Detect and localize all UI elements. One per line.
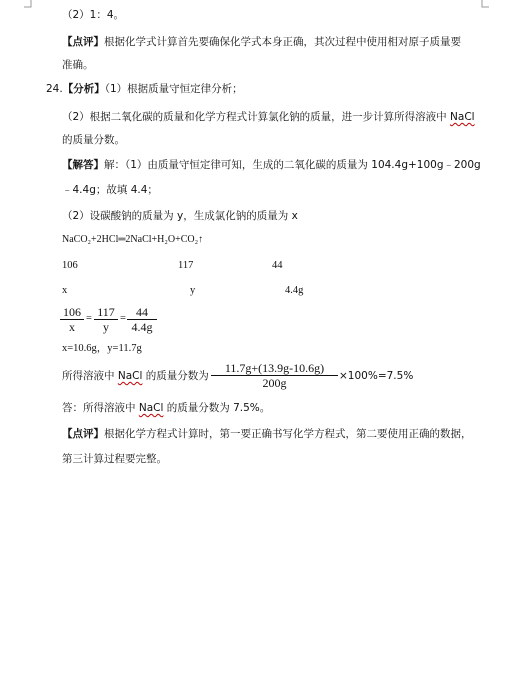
section-tag: 【解答】 (62, 159, 104, 171)
nacl-term: NaCl (117, 370, 143, 382)
analysis-2-text: （2）根据二氧化碳的质量和化学方程式计算氯化钠的质量，进一步计算所得溶液中 (62, 111, 451, 123)
mass-fraction-fraction (211, 361, 338, 390)
mass-fraction-result: ×100%=7.5% (339, 370, 414, 382)
answer-prefix: 答：所得溶液中 (62, 402, 139, 414)
result-line: x=10.6g，y=11.7g (62, 343, 142, 354)
solution-line-1: 【解答】解：（1）由质量守恒定律可知，生成的二氧化碳的质量为 104.4g+100g﹣200g (62, 159, 481, 171)
answer-part-2: （2）1：4。 (62, 9, 125, 21)
solution-line-3: （2）设碳酸钠的质量为 y，生成氯化钠的质量为 x (62, 210, 298, 222)
ratio-row2-col3: 4.4g (285, 285, 304, 296)
final-comment-line-1: 【点评】根据化学方程式计算时，第一要正确书写化学方程式，第二要使用正确的数据， (62, 428, 472, 440)
q24-analysis-2 (62, 110, 475, 124)
fraction-1 (60, 305, 84, 334)
solution-line-2: ﹣4.4g；故填 4.4； (62, 184, 158, 196)
fraction-3 (127, 305, 157, 334)
mass-fraction-prefix: 所得溶液中 (62, 370, 118, 382)
comment-line-1: 【点评】根据化学式计算首先要确保化学式本身正确，其次过程中使用相对原子质量要 (62, 36, 461, 48)
section-tag: 【分析】 (62, 83, 105, 95)
equals-1: = (86, 313, 92, 324)
fraction-3-numerator: 44 (127, 305, 157, 320)
margin-corner-mark-left (24, 0, 32, 8)
fraction-1-denominator: x (69, 320, 75, 334)
margin-corner-mark-right (481, 0, 489, 8)
mass-fraction-text (62, 369, 209, 383)
ratio-row2-col2: y (190, 285, 196, 296)
nacl-term: NaCl (450, 111, 475, 123)
answer-line (62, 401, 270, 415)
fraction-1-numerator: 106 (60, 305, 84, 320)
ratio-row1-col1: 106 (62, 260, 78, 271)
mass-fraction-mid: 的质量分数为 (142, 370, 209, 382)
ratio-row1-col3: 44 (272, 260, 283, 271)
fraction-2-numerator: 117 (94, 305, 118, 320)
chemical-equation: NaCO₂+2HCl═2NaCl+H₂O+CO₂↑ (62, 234, 204, 245)
equals-2: = (120, 313, 126, 324)
mass-fraction-numerator: 11.7g+(13.9g-10.6g) (211, 361, 338, 376)
ratio-row2-col1: x (62, 285, 68, 296)
comment-line-2: 准确。 (62, 59, 94, 71)
ratio-row1-col2: 117 (178, 260, 194, 271)
mass-fraction-denominator: 200g (262, 376, 287, 390)
fraction-2-denominator: y (103, 320, 109, 334)
final-comment-line-2: 第三计算过程要完整。 (62, 453, 167, 465)
section-tag: 【点评】 (62, 428, 104, 440)
section-tag: 【点评】 (62, 36, 104, 48)
answer-suffix: 的质量分数为 7.5%。 (163, 402, 271, 414)
q24-analysis-3: 的质量分数。 (62, 134, 125, 146)
fraction-2 (94, 305, 118, 334)
q24-analysis-1: 24.【分析】（1）根据质量守恒定律分析； (46, 83, 243, 95)
nacl-term: NaCl (138, 402, 164, 414)
fraction-3-denominator: 4.4g (131, 320, 153, 334)
